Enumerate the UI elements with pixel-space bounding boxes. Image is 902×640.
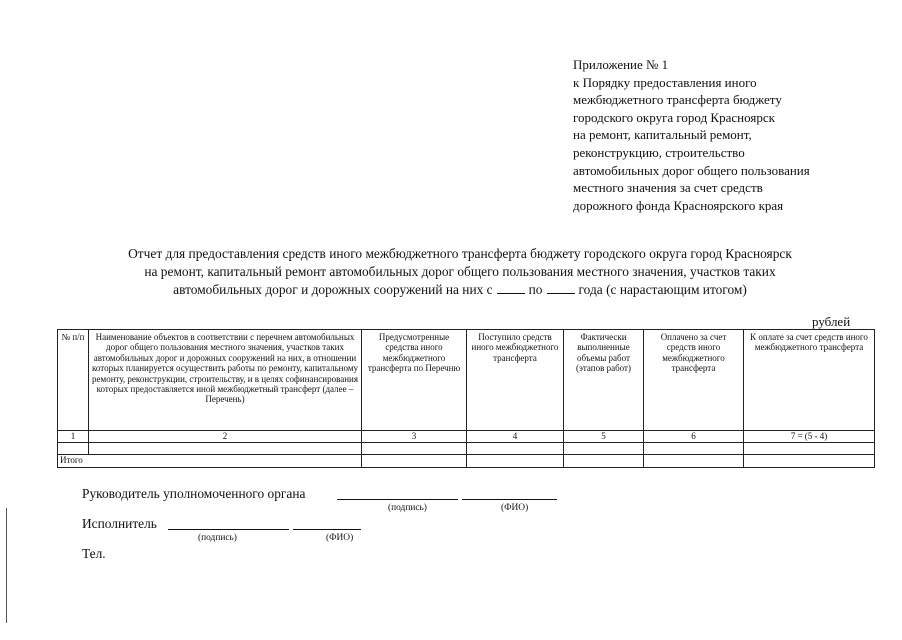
column-header-object-name: Наименование объектов в соответствии с перечнем автомобильных дорог общего пользования местного значения, участков таких автомобильных дорог и дорожных сооружений на них, в отношении которых планируется осуществить работы по ремонту, капитальному ремонту, реконструкции, строительству, и в целях софинансирования которых предоставляется иной межбюджетный трансферт (далее – Перечень) bbox=[89, 330, 362, 431]
column-number: 5 bbox=[564, 431, 644, 443]
appendix-line: к Порядку предоставления иного bbox=[573, 74, 757, 90]
table-cell[interactable] bbox=[58, 443, 89, 455]
head-signature-caption: (подпись) bbox=[388, 503, 427, 513]
column-number-row bbox=[58, 431, 875, 443]
date-to-blank[interactable] bbox=[547, 282, 575, 294]
appendix-line: реконструкцию, строительство bbox=[573, 144, 745, 160]
currency-label: рублей bbox=[812, 314, 851, 329]
column-header-paid: Оплачено за счет средств иного межбюджетного трансферта bbox=[644, 330, 744, 431]
table-cell[interactable] bbox=[744, 443, 875, 455]
head-signature-line[interactable] bbox=[337, 499, 458, 500]
executor-signature-label: Исполнитель bbox=[82, 516, 157, 531]
appendix-block bbox=[573, 56, 873, 214]
appendix-line: межбюджетного трансферта бюджету bbox=[573, 92, 782, 108]
executor-signature-caption: (подпись) bbox=[198, 533, 237, 543]
column-header-to-pay: К оплате за счет средств иного межбюджетного трансферта bbox=[744, 330, 875, 431]
total-cell[interactable] bbox=[744, 455, 875, 468]
appendix-line: местного значения за счет средств bbox=[573, 180, 763, 196]
column-number: 6 bbox=[644, 431, 744, 443]
column-number: 4 bbox=[467, 431, 564, 443]
executor-signature-line[interactable] bbox=[168, 529, 289, 530]
total-cell[interactable] bbox=[564, 455, 644, 468]
report-title-line-period bbox=[60, 281, 860, 299]
table-cell[interactable] bbox=[644, 443, 744, 455]
column-header-planned-funds: Предусмотренные средства иного межбюджетного трансферта по Перечню bbox=[362, 330, 467, 431]
table-header-row bbox=[58, 330, 875, 431]
report-title-line: на ремонт, капитальный ремонт автомобильных дорог общего пользования местного значения, участков таких bbox=[144, 264, 776, 279]
phone-label: Тел. bbox=[82, 546, 106, 561]
table-cell[interactable] bbox=[89, 443, 362, 455]
column-header-actual-work: Фактически выполненные объемы работ (этапов работ) bbox=[564, 330, 644, 431]
report-title-text: автомобильных дорог и дорожных сооружений на них с bbox=[173, 282, 493, 297]
table-cell[interactable] bbox=[467, 443, 564, 455]
table-cell[interactable] bbox=[362, 443, 467, 455]
head-signature-label: Руководитель уполномоченного органа bbox=[82, 486, 306, 501]
total-cell[interactable] bbox=[644, 455, 744, 468]
column-number: 1 bbox=[58, 431, 89, 443]
report-title-text: по bbox=[528, 282, 543, 297]
table-cell[interactable] bbox=[564, 443, 644, 455]
scan-artifact-line bbox=[6, 508, 7, 623]
report-title-text: года (с нарастающим итогом) bbox=[578, 282, 747, 297]
column-header-number: № п/п bbox=[58, 330, 89, 431]
column-number: 3 bbox=[362, 431, 467, 443]
column-header-received-funds: Поступило средств иного межбюджетного трансферта bbox=[467, 330, 564, 431]
appendix-line: автомобильных дорог общего пользования bbox=[573, 162, 810, 178]
appendix-line: на ремонт, капитальный ремонт, bbox=[573, 127, 752, 143]
appendix-line: Приложение № 1 bbox=[573, 57, 669, 72]
total-row bbox=[58, 455, 875, 468]
appendix-line: дорожного фонда Красноярского края bbox=[573, 197, 784, 213]
total-cell[interactable] bbox=[362, 455, 467, 468]
appendix-line: городского округа город Красноярск bbox=[573, 109, 775, 125]
report-title-line: Отчет для предоставления средств иного межбюджетного трансферта бюджету городского округа город Красноярск bbox=[128, 246, 792, 261]
table-row bbox=[58, 443, 875, 455]
executor-name-line[interactable] bbox=[293, 529, 361, 530]
report-table bbox=[57, 329, 875, 468]
date-from-blank[interactable] bbox=[497, 282, 525, 294]
column-number: 7 = (5 - 4) bbox=[744, 431, 875, 443]
report-title bbox=[60, 245, 860, 299]
head-name-caption: (ФИО) bbox=[501, 503, 529, 513]
total-label: Итого bbox=[58, 455, 362, 468]
column-number: 2 bbox=[89, 431, 362, 443]
total-cell[interactable] bbox=[467, 455, 564, 468]
head-name-line[interactable] bbox=[462, 499, 557, 500]
executor-name-caption: (ФИО) bbox=[326, 533, 354, 543]
